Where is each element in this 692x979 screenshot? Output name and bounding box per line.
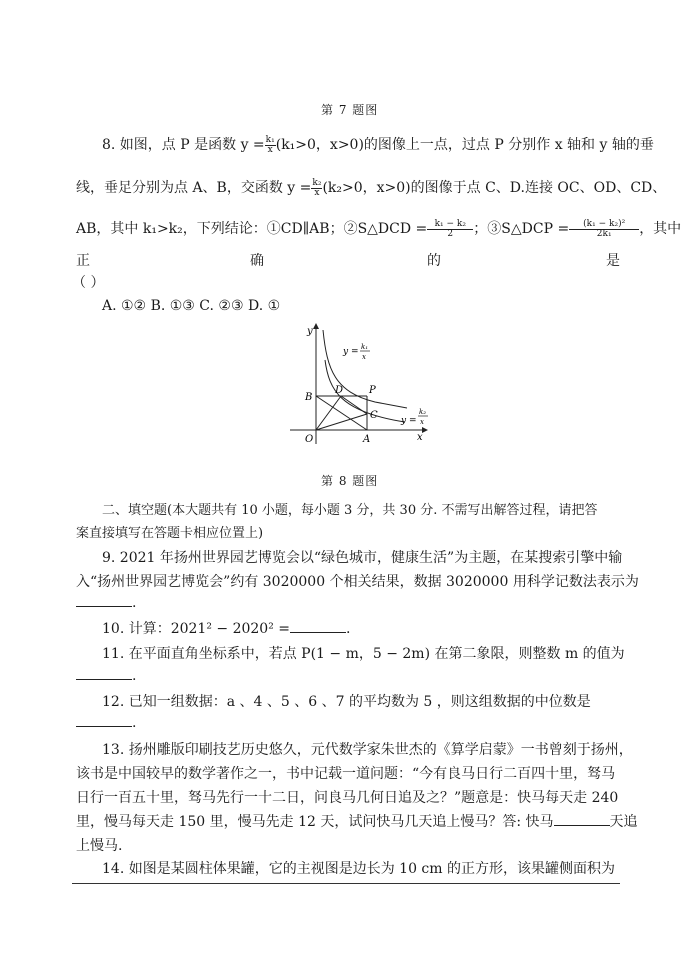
- q8-line2-text-a: 线，垂足分别为点 A、B，交函数 y =: [76, 180, 312, 196]
- q13-line4-text-a: 里，慢马每天走 150 里，慢马先走 12 天，试问快马几天追上慢马？答: 快马: [76, 814, 554, 830]
- q12-text: 12. 已知一组数据：a 、4 、5 、6 、7 的平均数为 5 ，则这组数据的中位数是: [102, 694, 591, 710]
- label-origin: O: [305, 434, 314, 445]
- q13-line4-text-b: 天追: [609, 814, 638, 830]
- figure-7-caption: 第 7 题图: [321, 103, 379, 117]
- q9-line-1: 9. 2021 年扬州世界园艺博览会以“绿色城市，健康生活”为主题，在某搜索引擎中输: [102, 550, 623, 566]
- q8-line-3: [76, 218, 681, 239]
- q12-answer-blank[interactable]: [76, 714, 132, 727]
- label-y-axis: y: [307, 326, 313, 337]
- q13-line-3: 日行一百五十里，驽马先行一十二日，问良马几何日追及之？”题意是：快马每天走 240: [76, 790, 619, 806]
- q8-line-2: [76, 177, 666, 198]
- label-curve-k1-den: x: [362, 353, 366, 361]
- bottom-rule: [72, 883, 620, 884]
- label-point-p: P: [369, 385, 376, 396]
- q10-line: 10. 计算：2021² − 2020² = .: [102, 621, 351, 637]
- label-curve-k1: y =: [343, 347, 359, 357]
- q8-line3-text-b: ；③S△DCP =: [473, 221, 570, 237]
- segment-oc: [316, 414, 367, 430]
- q8-line3-text-c: ，其中: [639, 221, 682, 237]
- q8-options: A. ①② B. ①③ C. ②③ D. ①: [102, 298, 281, 314]
- q13-line-4: [76, 811, 638, 831]
- section-2-heading-line1: 二、填空题(本大题共有 10 小题，每小题 3 分，共 30 分. 不需写出解答过程，请把答: [102, 503, 598, 518]
- segment-od: [316, 396, 341, 430]
- q13-line-5: 上慢马.: [76, 838, 123, 854]
- q8-frac-k2-over-x: $\frac{\text{k₂}}{x}$: [312, 177, 322, 198]
- section-2-heading-line2: 案直接填写在答题卡相应位置上): [76, 526, 264, 541]
- q13-line-1: 13. 扬州雕版印刷技艺历史悠久，元代数学家朱世杰的《算学启蒙》一书曾刻于扬州，: [102, 742, 633, 758]
- segment-ab: [316, 396, 367, 430]
- q14-text: 14. 如图是某圆柱体果罐，它的主视图是边长为 10 cm 的正方形，该果罐侧面积为: [102, 861, 615, 877]
- label-x-axis: x: [417, 432, 423, 443]
- label-point-c: C: [370, 410, 378, 421]
- q8-line4-char-2: 确: [250, 253, 264, 269]
- q10-answer-blank[interactable]: [290, 620, 346, 633]
- q8-line-1: [102, 134, 654, 155]
- q9-answer-blank[interactable]: [76, 594, 132, 607]
- q8-line4-char-1: 正: [76, 253, 90, 269]
- q8-line4-char-3: 的: [427, 253, 441, 269]
- label-point-b: B: [305, 392, 313, 403]
- q13-answer-blank[interactable]: [554, 813, 610, 826]
- q8-line4-char-4: 是: [606, 253, 620, 269]
- label-curve-k2-den: x: [420, 418, 424, 426]
- q8-line2-text-b: (k₂>0，x>0)的图像于点 C、D.连接 OC、OD、CD、: [322, 180, 667, 196]
- q9-answer-line: .: [76, 594, 136, 611]
- q10-text: 10. 计算：2021² − 2020² =: [102, 621, 291, 637]
- label-curve-k2-num: k₂: [419, 408, 427, 416]
- figure-8-graph: [285, 320, 435, 450]
- label-point-d: D: [335, 385, 344, 396]
- q9-line-2: 入“扬州世界园艺博览会”约有 3020000 个相关结果，数据 3020000 用科学记数法表示为: [76, 574, 639, 590]
- label-curve-k2: y =: [401, 416, 417, 426]
- figure-8-caption: 第 8 题图: [321, 474, 379, 488]
- q8-line1-text-b: (k₁>0，x>0)的图像上一点，过点 P 分别作 x 轴和 y 轴的垂: [275, 137, 654, 153]
- label-curve-k1-num: k₁: [361, 343, 369, 351]
- q11-text: 11. 在平面直角坐标系中，若点 P(1 − m，5 − 2m) 在第二象限，则整数 m 的值为: [102, 646, 625, 662]
- q8-line1-text-a: 8. 如图，点 P 是函数 y =: [102, 137, 265, 153]
- label-point-a: A: [363, 434, 371, 445]
- q13-line-2: 该书是中国较早的数学著作之一，书中记载一道问题：“今有良马日行二百四十里，驽马: [76, 766, 616, 782]
- q8-frac-area-dcd: $\frac{\text{k₁ − k₂}}{2}$: [427, 220, 473, 239]
- q8-frac-area-dcp: $\frac{\text{(k₁ − k₂)²}}{\text{2k₁}}$: [569, 220, 639, 239]
- q8-frac-k1-over-x: $\frac{\text{k₁}}{x}$: [265, 134, 275, 155]
- q8-line3-text-a: AB，其中 k₁>k₂，下列结论：①CD∥AB；②S△DCD =: [76, 221, 428, 237]
- q11-answer-blank[interactable]: [76, 667, 132, 680]
- q8-answer-paren: （ ）: [72, 275, 105, 291]
- q11-answer-line: .: [76, 667, 136, 684]
- q12-answer-line: .: [76, 714, 136, 731]
